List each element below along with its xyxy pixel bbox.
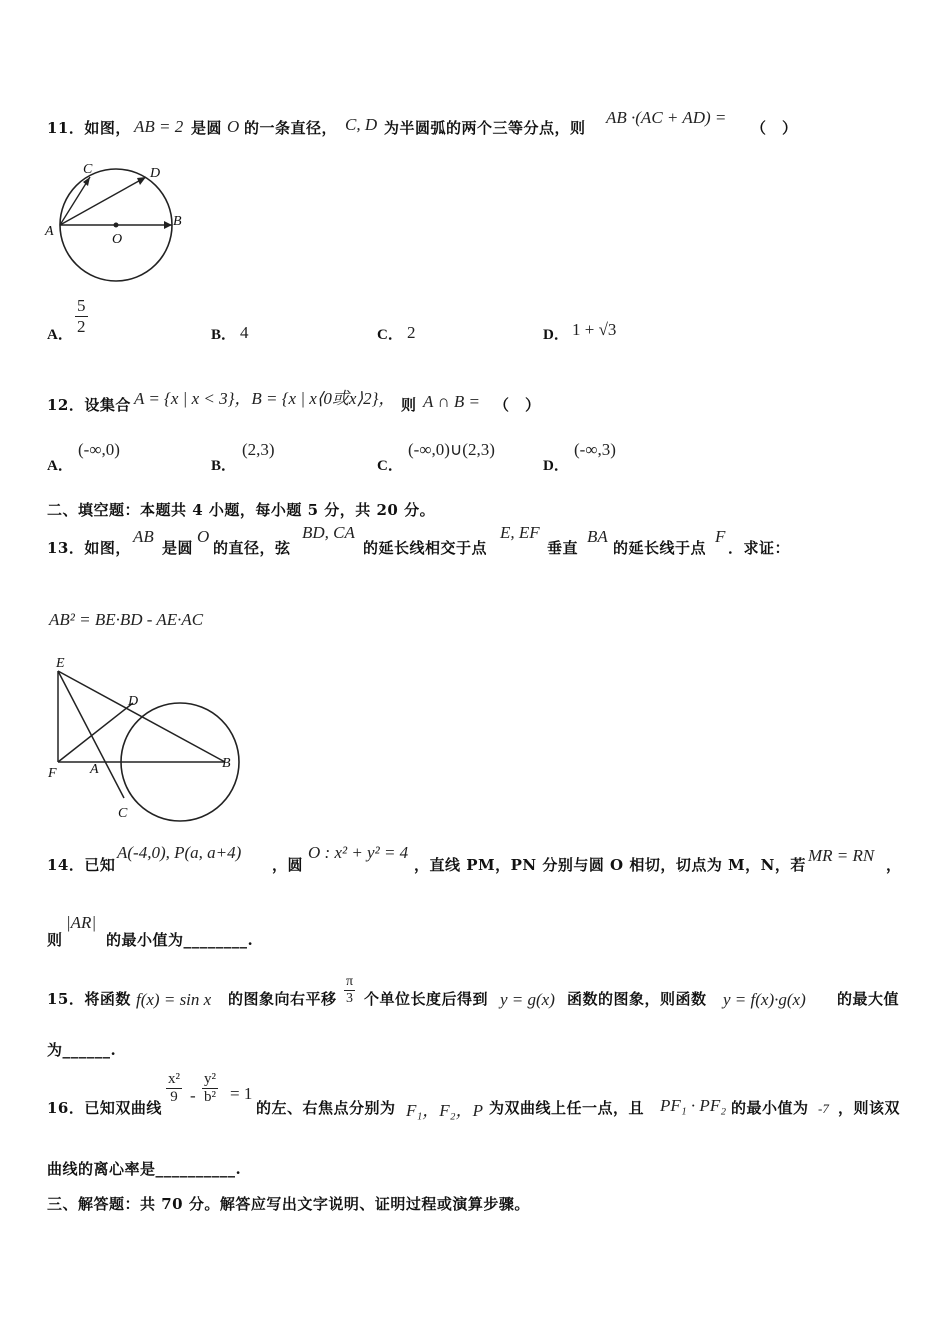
q15-text: 的图象向右平移: [228, 990, 337, 1008]
q16-answer-blank[interactable]: 曲线的离心率是__________.: [47, 1160, 242, 1178]
q12-option-c-value: (-∞,0)∪(2,3): [408, 440, 495, 459]
q11-option-a-label[interactable]: A．: [47, 327, 73, 343]
q15-text: 个单位长度后得到: [364, 990, 489, 1008]
q13-math-f: F: [715, 527, 726, 546]
q12-math-intersection: A ∩ B =: [423, 392, 480, 411]
q14-math-circle: O : x² + y² = 4: [308, 843, 409, 862]
q11-label-o: O: [112, 232, 123, 247]
q15-number: 15．将函数: [47, 990, 131, 1008]
q12-option-c-label[interactable]: C．: [377, 458, 403, 474]
q11-text: 是圆: [191, 119, 223, 137]
q14-text: 则: [47, 931, 63, 949]
q15-answer-blank[interactable]: 为______.: [47, 1041, 117, 1059]
q12-paren: （ ）: [494, 396, 541, 414]
q16-text: 的最小值为: [731, 1099, 809, 1117]
q11-label-c: C: [83, 162, 93, 177]
q11-option-c-label[interactable]: C．: [377, 327, 403, 343]
q12-option-d-label[interactable]: D．: [543, 458, 569, 474]
q15-math-g: y = g(x): [500, 990, 555, 1009]
q14-answer-blank[interactable]: 的最小值为________.: [106, 931, 254, 949]
q13-math-eef: E, EF: [500, 523, 540, 542]
q12-math-sets: A = {x | x < 3}，B = {x | x⟨0或x⟩2}，: [134, 389, 396, 408]
q11-chord-ad: [60, 177, 146, 225]
q11-label-a: A: [45, 224, 54, 239]
q16-math-foci: F₁，F₂，P: [406, 1101, 483, 1120]
q13-text: 的延长线相交于点: [363, 539, 488, 557]
q11-math-expr: AB ·(AC + AD) =: [606, 108, 727, 127]
q13-label-e: E: [56, 656, 65, 671]
q11-option-d-value: 1 + √3: [572, 320, 617, 339]
q13-math-o: O: [197, 527, 210, 546]
q11-math-ab: AB = 2: [134, 117, 184, 136]
q13-segment-ec: [58, 671, 124, 798]
q11-option-c-value: 2: [407, 323, 416, 342]
q13-text: 的延长线于点: [613, 539, 707, 557]
q14-number: 14．已知: [47, 856, 116, 874]
q11-label-b: B: [173, 214, 182, 229]
q13-text: 的直径，弦: [213, 539, 291, 557]
q14-math-mr-rn: MR = RN: [808, 846, 875, 865]
q13-text: 垂直: [547, 539, 579, 557]
q16-text: ，则该双: [838, 1099, 901, 1117]
section-3-heading: 三、解答题：共 70 分。解答应写出文字说明、证明过程或演算步骤。: [47, 1195, 530, 1213]
q11-option-b-label[interactable]: B．: [211, 327, 237, 343]
q11-paren: （ ）: [751, 119, 798, 137]
section-2-heading: 二、填空题：本题共 4 小题，每小题 5 分，共 20 分。: [47, 501, 436, 519]
q11-math-cd: C, D: [345, 115, 378, 134]
q11-chord-ac: [60, 177, 90, 225]
q11-option-a-fraction: $\frac{5}{2}$: [77, 296, 86, 336]
q16-fraction-y: $\frac{\text{y²}}{\text{b²}}$: [204, 1071, 216, 1105]
q14-text: ，圆: [272, 856, 304, 874]
q11-text: 的一条直径，: [244, 119, 338, 137]
q11-arrow-d: [137, 177, 146, 185]
q12-option-b-value: (2,3): [242, 440, 275, 459]
q11-figure: [40, 155, 200, 285]
q13-math-bdca: BD, CA: [302, 523, 355, 542]
q16-text: 的左、右焦点分别为: [256, 1099, 396, 1117]
q12-option-b-label[interactable]: B．: [211, 458, 237, 474]
q13-label-d: D: [128, 694, 139, 709]
q16-minus: -: [190, 1086, 196, 1105]
q15-fraction: $\frac{\pi}{3}$: [346, 974, 354, 1006]
q13-label-b: B: [222, 756, 231, 771]
q11-arrow-b: [164, 221, 172, 229]
q14-text: ，直线 PM，PN 分别与圆 O 相切，切点为 M，N，若: [414, 856, 806, 874]
q14-text: ，: [886, 856, 902, 874]
q13-number: 13．如图，: [47, 539, 131, 557]
q16-equals: = 1: [230, 1084, 253, 1103]
q13-math-ab: AB: [133, 527, 154, 546]
q11-option-d-label[interactable]: D．: [543, 327, 569, 343]
q11-center-dot: [114, 223, 119, 228]
q12-text: 则: [401, 396, 417, 414]
q15-text: 函数的图象，则函数: [567, 990, 707, 1008]
q12-option-d-value: (-∞,3): [574, 440, 616, 459]
q14-math-points: A(-4,0), P(a, a+4): [117, 843, 242, 862]
q16-number: 16．已知双曲线: [47, 1099, 162, 1117]
q13-equation: AB² = BE·BD - AE·AC: [49, 610, 204, 629]
q13-text: 是圆: [162, 539, 194, 557]
q12-option-a-label[interactable]: A．: [47, 458, 73, 474]
q13-label-a: A: [90, 762, 99, 777]
q11-label-d: D: [150, 166, 161, 181]
q11-option-b-value: 4: [240, 323, 249, 342]
q12-number: 12．设集合: [47, 396, 131, 414]
q14-math-ar: |AR|: [66, 913, 97, 932]
q11-text: 为半圆弧的两个三等分点，则: [384, 119, 586, 137]
q13-math-ba: BA: [587, 527, 608, 546]
q12-option-a-value: (-∞,0): [78, 440, 120, 459]
q11-number: 11．如图，: [47, 119, 131, 137]
q13-label-c: C: [118, 806, 128, 821]
q16-math-dot: PF₁ · PF₂: [660, 1096, 727, 1115]
q15-math-product: y = f(x)·g(x): [723, 990, 806, 1009]
q16-math-min: -7: [818, 1101, 829, 1116]
q13-text: ．求证：: [728, 539, 791, 557]
q11-math-o: O: [227, 117, 240, 136]
q15-math-f: f(x) = sin x: [136, 990, 212, 1009]
q16-text: 为双曲线上任一点，且: [489, 1099, 645, 1117]
q13-label-f: F: [48, 766, 57, 781]
q16-fraction-x: $\frac{\text{x²}}{9}$: [168, 1071, 180, 1105]
q15-text: 的最大值: [837, 990, 900, 1008]
q13-segment-eb: [58, 671, 225, 762]
q13-figure: [42, 655, 242, 825]
